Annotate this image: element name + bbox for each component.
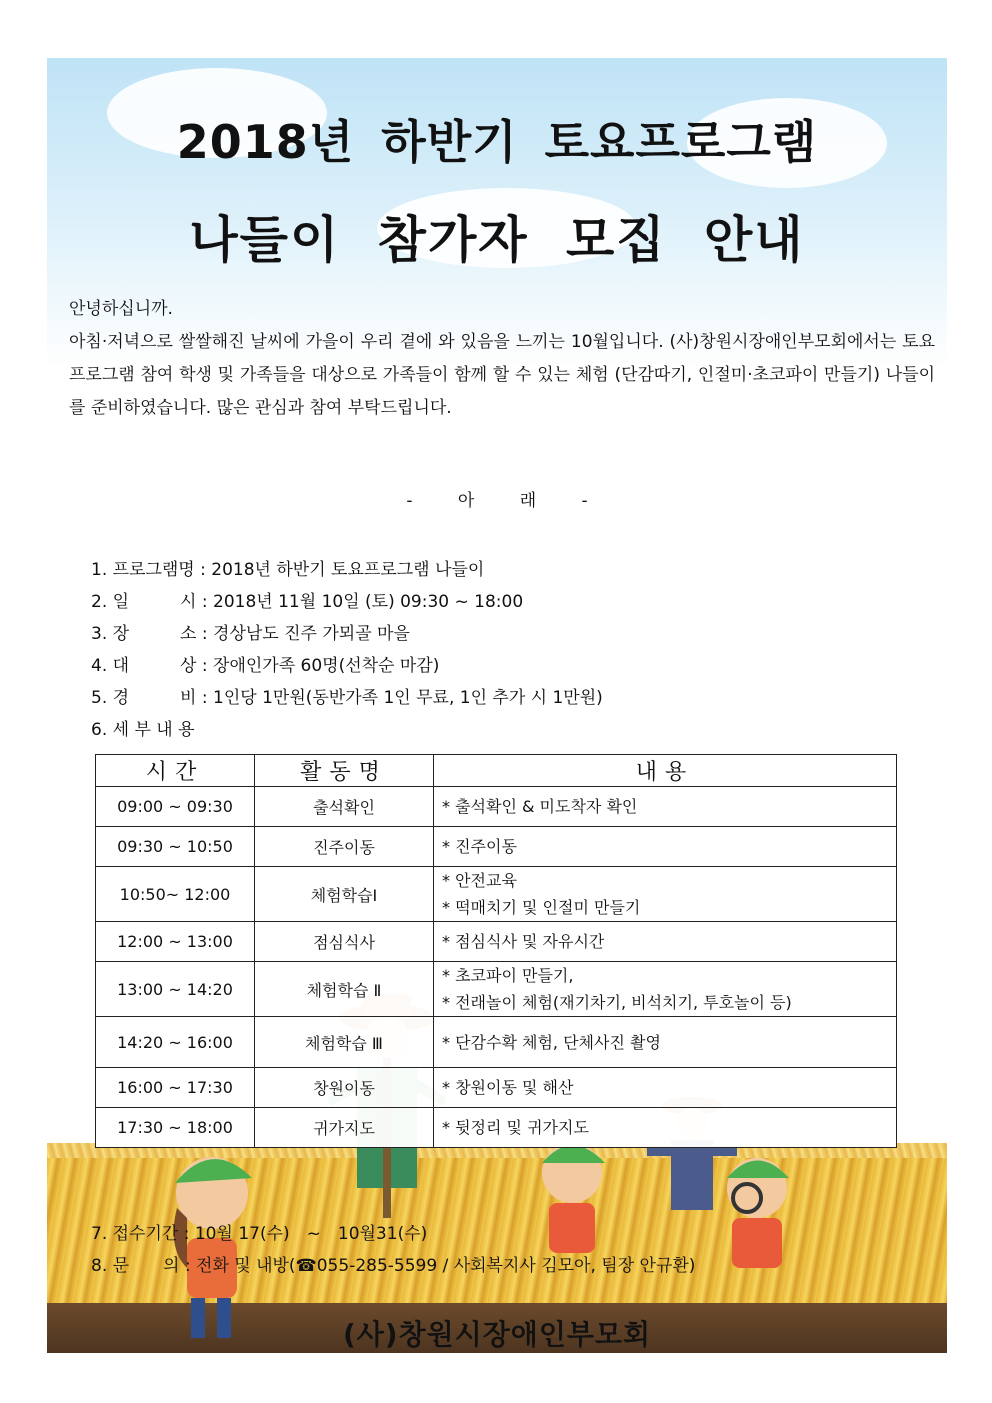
info-item-target bbox=[91, 650, 911, 682]
girl-with-magnifier-illustration bbox=[707, 1138, 817, 1278]
row-details bbox=[434, 1108, 897, 1148]
row-activity: 귀가지도 bbox=[255, 1108, 434, 1148]
intro-text bbox=[69, 293, 935, 425]
header-time: 시간 bbox=[96, 755, 255, 787]
info-value: 10월 17(수) ~ 10월31(수) bbox=[194, 1224, 428, 1244]
intro-body: 아침·저녁으로 쌀쌀해진 날씨에 가을이 우리 곁에 와 있음을 느끼는 10월입니다. (사)창원시장애인부모회에서는 토요프로그램 참여 학생 및 가족들을 대상으로 가족들이 함께 할 수 있는 체험 (단감따기, 인절미·초코파이 만들기) 나들이를 준비하였습니다. 많은 관심과 참여 부탁드립니다. bbox=[69, 332, 935, 418]
row-activity: 출석확인 bbox=[255, 787, 434, 827]
detail-line: * 점심식사 및 자유시간 bbox=[442, 932, 605, 951]
schedule-header-row bbox=[96, 755, 897, 787]
row-details bbox=[434, 1068, 897, 1108]
detail-line: * 단감수확 체험, 단체사진 촬영 bbox=[442, 1032, 661, 1052]
info-item-place bbox=[91, 618, 911, 650]
table-row bbox=[96, 922, 897, 962]
table-row bbox=[96, 1068, 897, 1108]
row-activity: 체험학습 Ⅲ bbox=[255, 1017, 434, 1068]
detail-line: * 뒷정리 및 귀가지도 bbox=[442, 1118, 589, 1137]
info-label: 4. 대 상 : bbox=[91, 656, 208, 676]
detail-line: * 출석확인 & 미도착자 확인 bbox=[442, 797, 638, 816]
table-row bbox=[96, 867, 897, 922]
poster bbox=[47, 58, 947, 1353]
row-time: 14:20 ~ 16:00 bbox=[96, 1017, 255, 1068]
row-time: 13:00 ~ 14:20 bbox=[96, 962, 255, 1017]
table-row bbox=[96, 787, 897, 827]
row-details bbox=[434, 827, 897, 867]
info-value: 1인당 1만원(동반가족 1인 무료, 1인 추가 시 1만원) bbox=[213, 688, 603, 708]
row-activity: 체험학습Ⅰ bbox=[255, 867, 434, 922]
row-time: 17:30 ~ 18:00 bbox=[96, 1108, 255, 1148]
schedule-table bbox=[95, 754, 897, 1148]
detail-line: * 전래놀이 체험(재기차기, 비석치기, 투호놀이 등) bbox=[442, 993, 792, 1012]
row-activity: 점심식사 bbox=[255, 922, 434, 962]
info-value: 전화 및 내방(☎055-285-5599 / 사회복지사 김모아, 팀장 안규환) bbox=[196, 1256, 696, 1276]
detail-line: * 창원이동 및 해산 bbox=[442, 1078, 574, 1097]
table-row bbox=[96, 1108, 897, 1148]
row-activity: 창원이동 bbox=[255, 1068, 434, 1108]
below-heading: - 아 래 - bbox=[406, 491, 588, 511]
row-time: 09:30 ~ 10:50 bbox=[96, 827, 255, 867]
title-line-1: 2018년 하반기 토요프로그램 bbox=[176, 115, 818, 169]
detail-line: * 진주이동 bbox=[442, 837, 517, 856]
info-item-cost bbox=[91, 682, 911, 714]
info-label: 6. 세 부 내 용 bbox=[91, 720, 195, 740]
header-activity: 활동명 bbox=[255, 755, 434, 787]
row-time: 12:00 ~ 13:00 bbox=[96, 922, 255, 962]
info-list bbox=[91, 554, 911, 746]
info-label: 5. 경 비 : bbox=[91, 688, 208, 708]
row-details bbox=[434, 787, 897, 827]
row-details bbox=[434, 867, 897, 922]
table-row bbox=[96, 1017, 897, 1068]
contact-list bbox=[91, 1218, 695, 1282]
info-item-program bbox=[91, 554, 911, 586]
info-label: 1. 프로그램명 : bbox=[91, 560, 206, 580]
row-time: 16:00 ~ 17:30 bbox=[96, 1068, 255, 1108]
info-label: 7. 접수기간 : bbox=[91, 1224, 190, 1244]
table-row bbox=[96, 827, 897, 867]
title-line-2: 나들이 참가자 모집 안내 bbox=[189, 211, 805, 269]
row-activity: 체험학습 Ⅱ bbox=[255, 962, 434, 1017]
info-item-registration bbox=[91, 1218, 695, 1250]
detail-line: * 안전교육 bbox=[442, 871, 517, 890]
greeting: 안녕하십니까. bbox=[69, 299, 173, 319]
row-time: 09:00 ~ 09:30 bbox=[96, 787, 255, 827]
info-label: 3. 장 소 : bbox=[91, 624, 208, 644]
detail-line: * 떡매치기 및 인절미 만들기 bbox=[442, 898, 641, 917]
header-details: 내용 bbox=[434, 755, 897, 787]
row-details bbox=[434, 1017, 897, 1068]
row-details bbox=[434, 962, 897, 1017]
organization-name: (사)창원시장애인부모회 bbox=[342, 1318, 652, 1351]
info-label: 2. 일 시 : bbox=[91, 592, 208, 612]
detail-line: * 초코파이 만들기, bbox=[442, 966, 574, 985]
info-item-inquiry bbox=[91, 1250, 695, 1282]
info-value: 경상남도 진주 가뫼골 마을 bbox=[213, 624, 410, 644]
info-value: 2018년 11월 10일 (토) 09:30 ~ 18:00 bbox=[213, 592, 524, 612]
info-item-details bbox=[91, 714, 911, 746]
row-time: 10:50~ 12:00 bbox=[96, 867, 255, 922]
row-details bbox=[434, 922, 897, 962]
info-label: 8. 문 의 : bbox=[91, 1256, 191, 1276]
row-activity: 진주이동 bbox=[255, 827, 434, 867]
table-row bbox=[96, 962, 897, 1017]
info-value: 장애인가족 60명(선착순 마감) bbox=[213, 656, 440, 676]
info-item-date bbox=[91, 586, 911, 618]
info-value: 2018년 하반기 토요프로그램 나들이 bbox=[211, 560, 485, 580]
